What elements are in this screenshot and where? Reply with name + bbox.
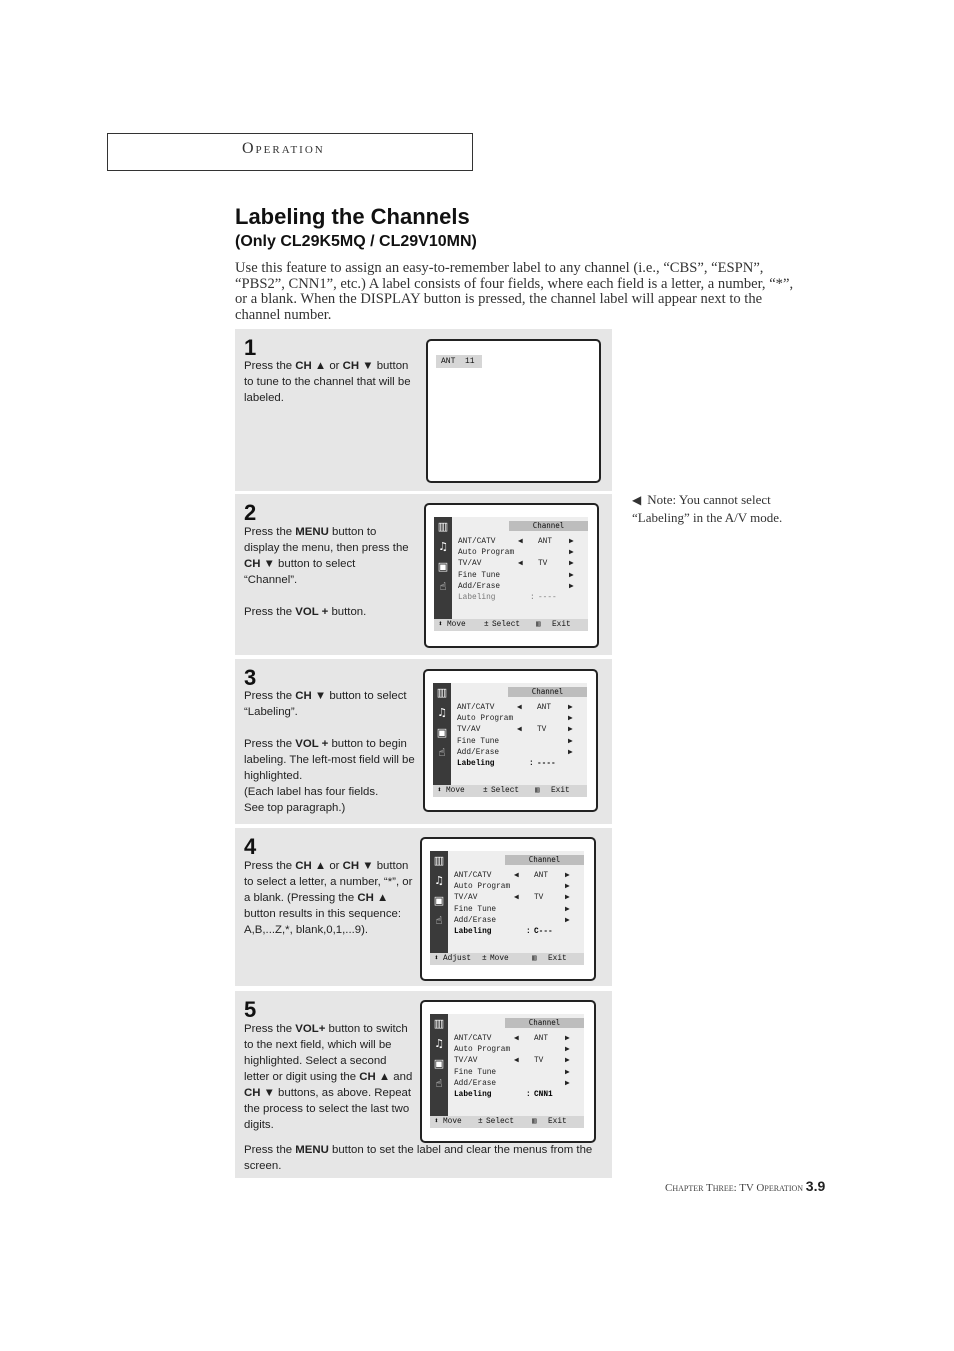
menu-row-fine-tune[interactable]: Fine Tune ▶ — [454, 1068, 570, 1077]
step-2-text: Press the MENU button to display the menu, then press the CH ▼ button to select “Channel”. Press the VOL + button. — [244, 526, 409, 618]
step-3-text: Press the CH ▼ button to select “Labeling”. Press the VOL + button to begin labeling. The left-most field will be highlighted. (Each label has four fields. See top paragraph.) — [244, 690, 415, 814]
menu-icon-column — [433, 683, 451, 797]
menu-row-add-erase[interactable]: Add/Erase ▶ — [458, 582, 574, 591]
menu-icon-column — [434, 517, 452, 631]
menu-row-labeling[interactable]: Labeling : CNN1 — [454, 1090, 553, 1099]
channel-menu — [430, 851, 584, 965]
menu-row-add-erase[interactable]: Add/Erase ▶ — [454, 1079, 570, 1088]
menu-button-icon: ▥ — [535, 787, 540, 795]
step-number: 1 — [244, 335, 257, 360]
menu-row-auto-program[interactable]: Auto Program ▶ — [454, 883, 570, 892]
menu-row-fine-tune[interactable]: Fine Tune ▶ — [458, 571, 574, 580]
menu-row-tv-av[interactable]: TV/AV ◀ TV ▶ — [457, 726, 573, 735]
channel-icon: ▣ — [433, 894, 445, 907]
page-footer — [665, 1178, 825, 1194]
tv-screen — [420, 1000, 596, 1143]
step-2 — [235, 494, 612, 655]
channel-menu — [430, 1014, 584, 1128]
sound-icon: ♫ — [434, 874, 444, 887]
channel-icon: ▣ — [437, 560, 449, 573]
tv-screen — [423, 669, 598, 812]
function-icon: ☝ — [438, 746, 446, 759]
step-1 — [235, 329, 612, 491]
picture-icon: ▥ — [436, 686, 448, 699]
menu-row-labeling[interactable]: Labeling : C--- — [454, 927, 553, 936]
function-icon: ☝ — [439, 580, 447, 593]
step-number: 5 — [244, 997, 257, 1022]
intro-paragraph: Use this feature to assign an easy-to-remember label to any channel (i.e., “CBS”, “ESPN”, “PBS2”, CNN1”, etc.) A label consists of four fields, where each field is a letter, a number, “*”, or a blank. When the DISPLAY button is pressed, the channel label will appear next to the channel number. — [235, 260, 794, 323]
tv-screen — [420, 837, 596, 981]
step-4-text: Press the CH ▲ or CH ▼ button to select a letter, a number, “*”, or a blank. (Pressing the CH ▲ button results in this sequence: A,B,...Z,*, blank,0,1,...9). — [244, 860, 413, 936]
menu-button-icon: ▥ — [532, 1118, 537, 1126]
step-number: 3 — [244, 665, 257, 690]
menu-row-auto-program[interactable]: Auto Program ▶ — [457, 715, 573, 724]
step-5 — [235, 991, 612, 1178]
menu-row-ant-catv[interactable]: ANT/CATV ◀ ANT ▶ — [454, 872, 570, 880]
sound-icon: ♫ — [438, 540, 448, 553]
page-number: 3.9 — [805, 1178, 826, 1194]
menu-footer: ⬍ Move ± Select ▥ Exit — [433, 785, 587, 797]
channel-menu — [434, 517, 588, 631]
note-arrow-icon: ◀ — [632, 493, 648, 507]
menu-row-auto-program[interactable]: Auto Program ▶ — [458, 549, 574, 558]
updown-icon: ⬍ — [434, 1118, 439, 1126]
step-1-text: Press the CH ▲ or CH ▼ button to tune to the channel that will be labeled. — [244, 360, 411, 404]
menu-row-fine-tune[interactable]: Fine Tune ▶ — [454, 905, 570, 914]
menu-button-icon: ▥ — [532, 955, 537, 963]
menu-row-tv-av[interactable]: TV/AV ◀ TV ▶ — [454, 894, 570, 903]
note-text: Note: You cannot select “Labeling” in the A/V mode. — [632, 492, 783, 525]
section-header-box — [107, 133, 473, 171]
menu-row-tv-av[interactable]: TV/AV ◀ TV ▶ — [454, 1057, 570, 1066]
menu-title: Channel — [509, 521, 588, 531]
step-5-closing-text: Press the MENU button to set the label and clear the menus from the screen. — [244, 1144, 593, 1172]
menu-footer: ⬍ Adjust ± Move ▥ Exit — [430, 953, 584, 965]
picture-icon: ▥ — [433, 854, 445, 867]
channel-icon: ▣ — [436, 726, 448, 739]
channel-menu — [433, 683, 587, 797]
section-header: Operation — [242, 140, 325, 157]
menu-row-ant-catv[interactable]: ANT/CATV ◀ ANT ▶ — [457, 704, 573, 712]
step-4 — [235, 828, 612, 986]
menu-title: Channel — [505, 855, 584, 865]
channel-osd: ANT 11 — [436, 355, 482, 368]
menu-title: Channel — [508, 687, 587, 697]
menu-title: Channel — [505, 1018, 584, 1028]
plusminus-icon: ± — [484, 621, 489, 629]
note — [632, 491, 822, 527]
step-number: 4 — [244, 834, 257, 859]
sound-icon: ♫ — [437, 706, 447, 719]
step-3 — [235, 659, 612, 824]
menu-footer: ⬍ Move ± Select ▥ Exit — [430, 1116, 584, 1128]
tv-screen — [426, 339, 601, 483]
menu-footer: ⬍ Move ± Select ▥ Exit — [434, 619, 588, 631]
menu-button-icon: ▥ — [536, 621, 541, 629]
menu-icon-column — [430, 1014, 448, 1128]
menu-row-labeling[interactable]: Labeling : ---- — [458, 593, 557, 602]
chapter-label: Chapter Three: TV Operation — [665, 1182, 804, 1194]
channel-icon: ▣ — [433, 1057, 445, 1070]
sound-icon: ♫ — [434, 1037, 444, 1050]
page-subtitle: (Only CL29K5MQ / CL29V10MN) — [235, 233, 477, 250]
step-number: 2 — [244, 500, 257, 525]
picture-icon: ▥ — [433, 1017, 445, 1030]
menu-icon-column — [430, 851, 448, 965]
step-5-text: Press the VOL+ button to switch to the next field, which will be highlighted. Select a second letter or digit using the CH ▲ and CH ▼ buttons, as above. Repeat the process to select the last two digits. — [244, 1023, 413, 1131]
updown-icon: ⬍ — [437, 787, 442, 795]
updown-icon: ⬍ — [434, 955, 439, 963]
updown-icon: ⬍ — [438, 621, 443, 629]
menu-row-ant-catv[interactable]: ANT/CATV ◀ ANT ▶ — [454, 1035, 570, 1043]
menu-row-ant-catv[interactable]: ANT/CATV ◀ ANT ▶ — [458, 538, 574, 546]
menu-row-tv-av[interactable]: TV/AV ◀ TV ▶ — [458, 560, 574, 569]
menu-row-add-erase[interactable]: Add/Erase ▶ — [454, 916, 570, 925]
picture-icon: ▥ — [437, 520, 449, 533]
menu-row-auto-program[interactable]: Auto Program ▶ — [454, 1046, 570, 1055]
plusminus-icon: ± — [483, 787, 488, 795]
plusminus-icon: ± — [478, 1118, 483, 1126]
menu-row-add-erase[interactable]: Add/Erase ▶ — [457, 748, 573, 757]
menu-row-fine-tune[interactable]: Fine Tune ▶ — [457, 737, 573, 746]
function-icon: ☝ — [435, 1077, 443, 1090]
page-title: Labeling the Channels — [235, 204, 470, 229]
plusminus-icon: ± — [482, 955, 487, 963]
menu-row-labeling[interactable]: Labeling : ---- — [457, 759, 556, 768]
tv-screen — [424, 503, 599, 648]
function-icon: ☝ — [435, 914, 443, 927]
